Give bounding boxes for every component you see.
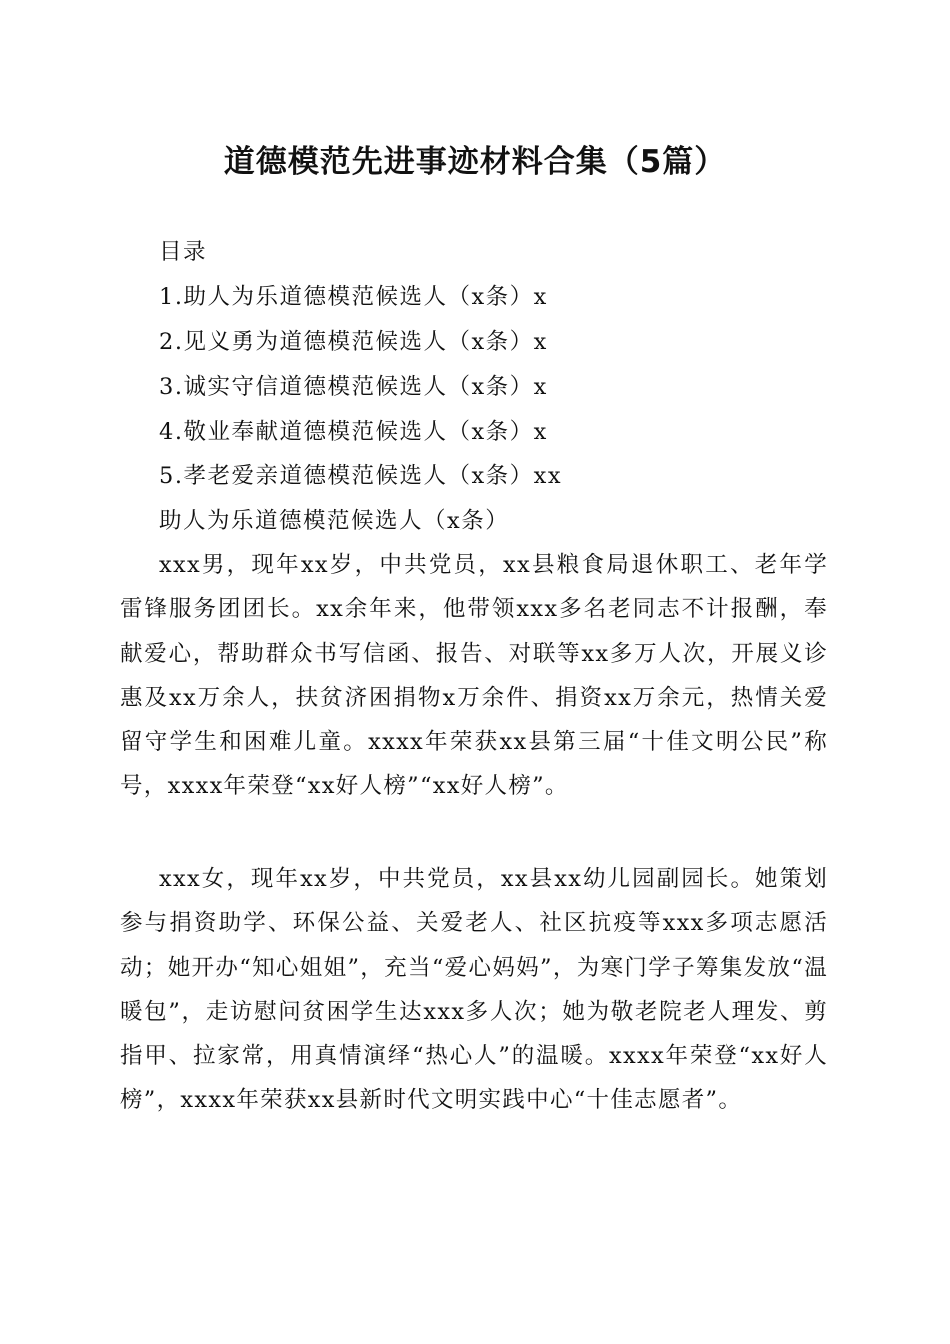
- toc-item: 4.敬业奉献道德模范候选人（x条）x: [159, 419, 548, 445]
- section-heading: 助人为乐道德模范候选人（x条）: [159, 508, 510, 534]
- toc-item: 2.见义勇为道德模范候选人（x条）x: [159, 329, 548, 355]
- body-paragraph: xxx女，现年xx岁，中共党员，xx县xx幼儿园副园长。她策划参与捐资助学、环保公益、关爱老人、社区抗疫等xxx多项志愿活动；她开办“知心姐姐”，充当“爱心妈妈”，为寒门学子筹集发放“温暖包”，走访慰问贫困学生达xxx多人次；她为敬老院老人理发、剪指甲、拉家常，用真情演绎“热心人”的温暖。xxxx年荣登“xx好人榜”，xxxx年荣获xx县新时代文明实践中心“十佳志愿者”。: [120, 866, 828, 1114]
- toc-item: 5.孝老爱亲道德模范候选人（x条）xx: [159, 463, 563, 489]
- document-title: 道德模范先进事迹材料合集（5篇）: [223, 144, 727, 180]
- toc-item: 1.助人为乐道德模范候选人（x条）x: [159, 284, 548, 310]
- body-paragraph: xxx男，现年xx岁，中共党员，xx县粮食局退休职工、老年学雷锋服务团团长。xx余年来，他带领xxx多名老同志不计报酬，奉献爱心，帮助群众书写信函、报告、对联等xx多万人次，开展义诊惠及xx万余人，扶贫济困捐物x万余件、捐资xx万余元，热情关爱留守学生和困难儿童。xxxx年荣获xx县第三届“十佳文明公民”称号，xxxx年荣登“xx好人榜”“xx好人榜”。: [120, 552, 828, 800]
- toc-item: 3.诚实守信道德模范候选人（x条）x: [159, 374, 548, 400]
- toc-heading: 目录: [159, 239, 208, 265]
